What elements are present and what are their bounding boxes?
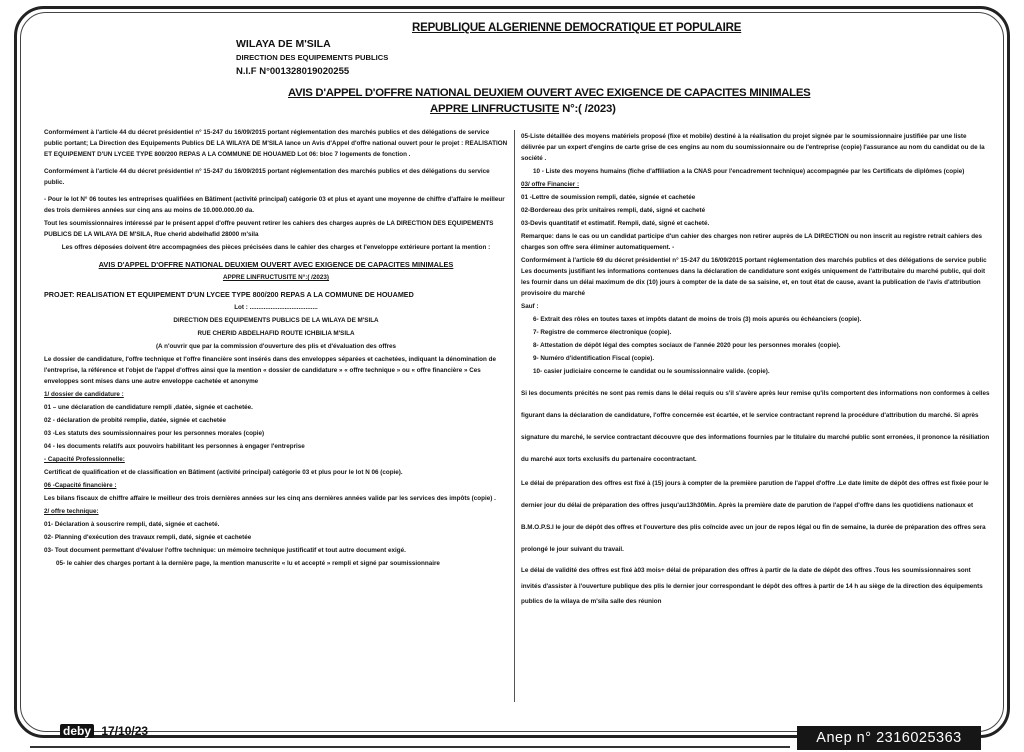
eligibility-paragraph: - Pour le lot N° 06 toutes les entreprises qualifiées en Bâtiment (activité principal) catégorie 03 et plus et ayant une moyenne de chiffre d'affaire le meilleur des trois dernières années sur cinq ans au moins de 10.000.000.00 da.: [44, 196, 505, 214]
envelope-address-2: RUE CHERID ABDELHAFID ROUTE ICHBILIA M'SILA: [197, 330, 355, 337]
financial-capacity-text: Les bilans fiscaux de chiffre affaire le meilleur des trois dernières années sur les cinq ans dernières années valide par les services des impôts (copie) .: [44, 495, 496, 502]
withdrawal-paragraph: Tout les soumissionnaires intéressé par le présent appel d'offre peuvent retirer les cahiers des charges auprès de LA DIRECTION DES EQUIPEMENTS PUBLICS DE LA WILAYA DE M'SILA, Rue cherid abdelhafid 28000 m'sila: [44, 220, 494, 238]
envelope-title: AVIS D'APPEL D'OFFRE NATIONAL DEUXIEM OUVERT AVEC EXIGENCE DE CAPACITES MINIMALES: [98, 260, 454, 269]
left-column: [44, 127, 508, 571]
right-column: [521, 131, 991, 612]
financial-item-1: 01 -Lettre de soumission rempli, datée, signée et cachetée: [521, 194, 696, 201]
notice-number: N°:( /2023): [562, 103, 616, 115]
professional-capacity-text: Certificat de qualification et de classification en Bâtiment (activité principal) catégorie 03 et plus pour le lot N 06 (copie).: [44, 469, 403, 476]
wilaya-name: WILAYA DE M'SILA: [236, 38, 331, 50]
except-item-9: 9- Numéro d'identification Fiscal (copie).: [533, 355, 655, 362]
mention-paragraph: Les offres déposées doivent être accompagnées des pièces précisées dans le cahier des charges et l'enveloppe extérieure portant la mention :: [61, 244, 491, 251]
envelope-project: PROJET: REALISATION ET EQUIPEMENT D'UN LYCEE TYPE 800/200 REPAS A LA COMMUNE DE HOUAMED: [44, 290, 414, 299]
financial-capacity-heading: 06 -Capacité financière :: [44, 482, 117, 489]
notice-title: AVIS D'APPEL D'OFFRE NATIONAL DEUXIEM OUVERT AVEC EXIGENCE DE CAPACITES MINIMALES: [288, 87, 811, 99]
direction-name: DIRECTION DES EQUIPEMENTS PUBLICS: [236, 53, 389, 62]
notice-subtitle-label: APPRE LINFRUCTUSITE: [430, 103, 560, 115]
financial-item-2: 02-Bordereau des prix unitaires rempli, daté, signé et cacheté: [521, 207, 706, 214]
validity-paragraph: Le délai de validité des offres est fixé à03 mois+ délai de préparation des offres à partir de la date de dépôt des offres .Tous les soumissionnaires sont invités d'assister à l'ouverture publique des plis le dernier jour correspondant le dépôt des offres à partir de 14 h au siège de la direction des équipements publics de la wilaya de m'sila salle des réunion: [521, 567, 983, 605]
technical-item-3: 03- Tout document permettant d'évaluer l'offre technique: un mémoire technique justificatif et tout autre document exigé.: [44, 547, 406, 554]
financial-item-3: 03-Devis quantitatif et estimatif. Rempli, daté, signé et cacheté.: [521, 220, 710, 227]
except-item-8: 8- Attestation de dépôt légal des comptes sociaux de l'année 2020 pour les personnes morales (copie).: [533, 342, 841, 349]
human-means-paragraph: 10 - Liste des moyens humains (fiche d'affiliation a la CNAS pour l'encadrement technique) accompagnée par les Certificats de diplômes (copie): [533, 168, 965, 175]
header: [0, 0, 1024, 130]
professional-capacity-heading: - Capacité Professionnelle:: [44, 456, 125, 463]
remark-paragraph: Remarque: dans le cas ou un candidat participe d'un cahier des charges non retirer auprès de LA DIRECTION ou non inscrit au registre retrait cahiers des charges son offre sera éliminer automatiquement. -: [521, 233, 983, 251]
technical-item-1: 01- Déclaration à souscrire rempli, daté, signée et cacheté.: [44, 521, 220, 528]
except-item-6: 6- Extrait des rôles en toutes taxes et impôts datant de moins de trois (3) mois apurés ou échéanciers (copie).: [533, 316, 862, 323]
material-means-paragraph: 05-Liste détaillée des moyens matériels proposé (fixe et mobile) destiné à la réalisation du projet signée par le soumissionnaire justifiée par une liste délivrée par un expert d'engins de carte grise de ces engins au nom du soumissionnaire ou de l'entreprise (copie) l'assurance au nom du candidat ou de la société .: [521, 133, 985, 162]
envelopes-paragraph: Le dossier de candidature, l'offre technique et l'offre financière sont insérés dans des enveloppes séparées et cachetées, indiquant la dénomination de l'entreprise, la référence et l'objet de l'appel d'offres ainsi que la mention « dossier de candidature » « offre technique » ou « offre financière » Ces enveloppes sont mises dans une autre enveloppe cachetée et anonyme: [44, 356, 496, 385]
candidature-item-2: 02 - déclaration de probité remplie, datée, signée et cachetée: [44, 417, 226, 424]
candidature-item-1: 01 – une déclaration de candidature rempli ,datée, signée et cachetée.: [44, 404, 253, 411]
notice-subtitle: [430, 103, 616, 115]
footer-publication: [60, 724, 148, 738]
deadline-paragraph: Le délai de préparation des offres est fixé à (15) jours à compter de la première parution de l'appel d'offre .Le date limite de dépôt des offres est fixée pour le dernier jour du délai de préparation des offres jusqu'au13h30Min. Après la première date de parution de l'appel d'offre dans les quotidiens nationaux et B.M.O.P.S.I le jour de dépôt des offres et l'ouverture des plis coïncide avec un jour de repos légal ou fin de semaine, la durée de préparation des offres sera prolongé le jour suivant du travail.: [521, 480, 989, 553]
republic-heading: REPUBLIQUE ALGERIENNE DEMOCRATIQUE ET POPULAIRE: [412, 22, 742, 34]
candidature-item-4: 04 - les documents relatifs aux pouvoirs habilitant les personnes à engager l'entreprise: [44, 443, 305, 450]
bottom-rule: [30, 746, 790, 748]
nif-number: N.I.F N°001328019020255: [236, 66, 350, 77]
envelope-address-3: (A n'ouvrir que par la commission d'ouverture des plis et d'évaluation des offres: [155, 343, 397, 350]
except-item-10: 10- casier judiciaire concerne le candidat ou le soumissionnaire valide. (copie).: [533, 368, 770, 375]
technical-offer-heading: 2/ offre technique:: [44, 508, 99, 515]
documents-paragraph: Si les documents précités ne sont pas remis dans le délai requis ou s'il s'avère après leur remise qu'ils comportent des informations non conformes à celles figurant dans la déclaration de candidature, l'offre concernée est écartée, et le service contractant reprend la procédure d'attribution du marché. Si après signature du marché, le service contractant découvre que des informations fournies par le titulaire du marché public sont erronées, il prononce la résiliation du marché aux torts exclusifs du partenaire cocontractant.: [521, 390, 990, 463]
technical-item-2: 02- Planning d'exécution des travaux rempli, daté, signée et cachetée: [44, 534, 252, 541]
regulation-paragraph: Conformément à l'article 44 du décret présidentiel n° 15-247 du 16/09/2015 portant réglementation des marchés publics et des délégations du service public.: [44, 168, 490, 186]
except-heading: Sauf :: [521, 303, 539, 310]
financial-offer-heading: 03/ offre Financier :: [521, 181, 580, 188]
anep-reference: Anep n° 2316025363: [797, 726, 981, 750]
article-69-paragraph: Conformément à l'article 69 du décret présidentiel n° 15-247 du 16/09/2015 portant réglementation des marchés publics et des délégations de service public Les documents justifiant les informations contenues dans la déclaration de candidature sont exigés uniquement de l'attributaire du marché public, qui doit les fournir dans un délai maximum de dix (10) jours à compter de la date de sa saisine, et, en tout état de cause, avant la publication de l'avis d'attribution provisoire du marché: [521, 257, 987, 297]
envelope-number: APPRE LINFRUCTUSITE N°:( /2023): [222, 274, 330, 281]
envelope-address-1: DIRECTION DES EQUIPEMENTS PUBLICS DE LA WILAYA DE M'SILA: [173, 317, 379, 324]
except-item-7: 7- Registre de commerce électronique (copie).: [533, 329, 672, 336]
intro-paragraph: Conformément à l'article 44 du décret présidentiel n° 15-247 du 16/09/2015 portant réglementation des marchés publics et des délégations de service public portant; La Direction des Equipements Publics DE LA WILAYA DE M'SILA lance un Avis d'Appel d'offre national ouvert pour le projet : REALISATION ET EQUIPEMENT D'UN LYCEE TYPE 800/200 REPAS A LA COMMUNE DE HOUAMED Lot 06: bloc 7 logements de fonction .: [44, 129, 508, 158]
technical-item-4: 05- le cahier des charges portant à la dernière page, la mention manuscrite « lu et accepté » rempli et signé par soumissionnaire: [56, 560, 440, 567]
publication-date: 17/10/23: [101, 724, 149, 738]
candidature-heading: 1/ dossier de candidature :: [44, 391, 124, 398]
newspaper-logo: deby: [60, 724, 94, 738]
envelope-lot: Lot : .......................................: [234, 304, 318, 311]
candidature-item-3: 03 -Les statuts des soumissionnaires pour les personnes morales (copie): [44, 430, 265, 437]
column-divider: [514, 130, 515, 702]
